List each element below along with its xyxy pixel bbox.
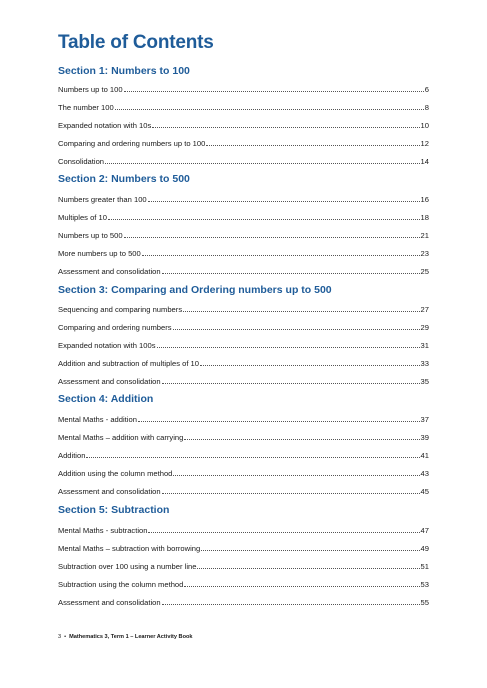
toc-entry-label: Addition using the column method	[58, 469, 173, 478]
toc-entry[interactable]	[58, 597, 429, 607]
dot-leader	[152, 120, 419, 128]
dot-leader	[157, 340, 420, 348]
toc-entry-page: 14	[420, 157, 429, 166]
toc-entry-label: Expanded notation with 10s	[58, 121, 152, 130]
dot-leader	[201, 543, 419, 551]
toc-entry-label: The number 100	[58, 103, 114, 112]
toc-entry[interactable]	[58, 84, 429, 94]
dot-leader	[142, 248, 420, 256]
footer-bullet-icon: •	[64, 634, 67, 640]
toc-entry-page: 10	[420, 121, 429, 130]
toc-entry-page: 16	[420, 195, 429, 204]
toc-entry-label: Mental Maths – addition with carrying	[58, 433, 184, 442]
dot-leader	[162, 597, 420, 605]
dot-leader	[108, 212, 420, 220]
toc-entry-label: Numbers up to 500	[58, 231, 123, 240]
toc-entry-label: More numbers up to 500	[58, 249, 141, 258]
toc-entry-label: Mental Maths - subtraction	[58, 526, 148, 535]
toc-entry-label: Subtraction over 100 using a number line	[58, 562, 197, 571]
toc-entry[interactable]	[58, 156, 429, 166]
toc-entry[interactable]	[58, 230, 429, 240]
toc-entry-page: 23	[420, 249, 429, 258]
toc-entry-label: Numbers greater than 100	[58, 195, 147, 204]
toc-entry-label: Assessment and consolidation	[58, 487, 161, 496]
toc-entry-page: 8	[424, 103, 429, 112]
toc-entry-page: 55	[420, 598, 429, 607]
toc-entry[interactable]	[58, 138, 429, 148]
dot-leader	[138, 414, 420, 422]
page-footer	[58, 634, 193, 640]
toc-entry[interactable]	[58, 102, 429, 112]
dot-leader	[200, 358, 420, 366]
toc-entry-page: 25	[420, 267, 429, 276]
toc-entry[interactable]	[58, 468, 429, 478]
toc-entry-page: 18	[420, 213, 429, 222]
toc-entry[interactable]	[58, 194, 429, 204]
dot-leader	[184, 432, 419, 440]
toc-entry-page: 41	[420, 451, 429, 460]
toc-entry-label: Addition and subtraction of multiples of 10	[58, 359, 199, 368]
toc-entry[interactable]	[58, 543, 429, 553]
toc-entry[interactable]	[58, 304, 429, 314]
toc-entry-page: 43	[420, 469, 429, 478]
dot-leader	[124, 84, 424, 92]
toc-entry-page: 53	[420, 580, 429, 589]
toc-entry-page: 35	[420, 377, 429, 386]
toc-entry-page: 6	[424, 85, 429, 94]
dot-leader	[162, 486, 420, 494]
toc-entry[interactable]	[58, 266, 429, 276]
toc-entry[interactable]	[58, 486, 429, 496]
dot-leader	[184, 579, 419, 587]
toc-entry-page: 27	[420, 305, 429, 314]
toc-entry[interactable]	[58, 432, 429, 442]
section-heading-1: Section 1: Numbers to 100	[58, 65, 190, 77]
toc-entry[interactable]	[58, 579, 429, 589]
toc-entry-page: 31	[420, 341, 429, 350]
toc-entry-label: Assessment and consolidation	[58, 377, 161, 386]
toc-entry-label: Addition	[58, 451, 86, 460]
toc-entry-label: Comparing and ordering numbers	[58, 323, 172, 332]
dot-leader	[173, 322, 420, 330]
toc-entry-page: 29	[420, 323, 429, 332]
toc-entry[interactable]	[58, 414, 429, 424]
toc-entry-label: Numbers up to 100	[58, 85, 123, 94]
toc-entry-label: Mental Maths - addition	[58, 415, 137, 424]
dot-leader	[197, 561, 419, 569]
toc-entry-label: Multiples of 10	[58, 213, 107, 222]
toc-entry-page: 47	[420, 526, 429, 535]
toc-entry[interactable]	[58, 322, 429, 332]
toc-entry[interactable]	[58, 376, 429, 386]
toc-entry[interactable]	[58, 248, 429, 258]
toc-entry-label: Subtraction using the column method	[58, 580, 184, 589]
toc-entry[interactable]	[58, 212, 429, 222]
toc-entry-label: Expanded notation with 100s	[58, 341, 156, 350]
toc-entry-label: Comparing and ordering numbers up to 100	[58, 139, 206, 148]
toc-entry-page: 21	[420, 231, 429, 240]
toc-entry[interactable]	[58, 561, 429, 571]
toc-entry[interactable]	[58, 120, 429, 130]
dot-leader	[86, 450, 419, 458]
dot-leader	[183, 304, 419, 312]
toc-entry-label: Assessment and consolidation	[58, 267, 161, 276]
dot-leader	[173, 468, 419, 476]
toc-entry-label: Consolidation	[58, 157, 105, 166]
toc-entry[interactable]	[58, 340, 429, 350]
dot-leader	[115, 102, 424, 110]
footer-book-title: Mathematics 3, Term 1 – Learner Activity Book	[69, 634, 193, 640]
toc-entry-page: 33	[420, 359, 429, 368]
dot-leader	[206, 138, 419, 146]
section-heading-5: Section 5: Subtraction	[58, 504, 170, 516]
toc-entry-page: 12	[420, 139, 429, 148]
toc-entry[interactable]	[58, 525, 429, 535]
toc-entry[interactable]	[58, 358, 429, 368]
toc-entry-page: 39	[420, 433, 429, 442]
toc-entry[interactable]	[58, 450, 429, 460]
dot-leader	[124, 230, 420, 238]
toc-entry-page: 37	[420, 415, 429, 424]
dot-leader	[148, 194, 420, 202]
section-heading-3: Section 3: Comparing and Ordering numbers up to 500	[58, 284, 332, 296]
footer-page-number: 3	[58, 634, 62, 640]
toc-entry-label: Sequencing and comparing numbers	[58, 305, 183, 314]
toc-entry-page: 51	[420, 562, 429, 571]
toc-entry-page: 49	[420, 544, 429, 553]
dot-leader	[162, 266, 420, 274]
dot-leader	[105, 156, 420, 164]
section-heading-2: Section 2: Numbers to 500	[58, 173, 190, 185]
toc-entry-label: Mental Maths – subtraction with borrowing	[58, 544, 201, 553]
dot-leader	[162, 376, 420, 384]
toc-entry-label: Assessment and consolidation	[58, 598, 161, 607]
toc-entry-page: 45	[420, 487, 429, 496]
dot-leader	[148, 525, 419, 533]
page-title: Table of Contents	[58, 32, 214, 53]
section-heading-4: Section 4: Addition	[58, 393, 154, 405]
